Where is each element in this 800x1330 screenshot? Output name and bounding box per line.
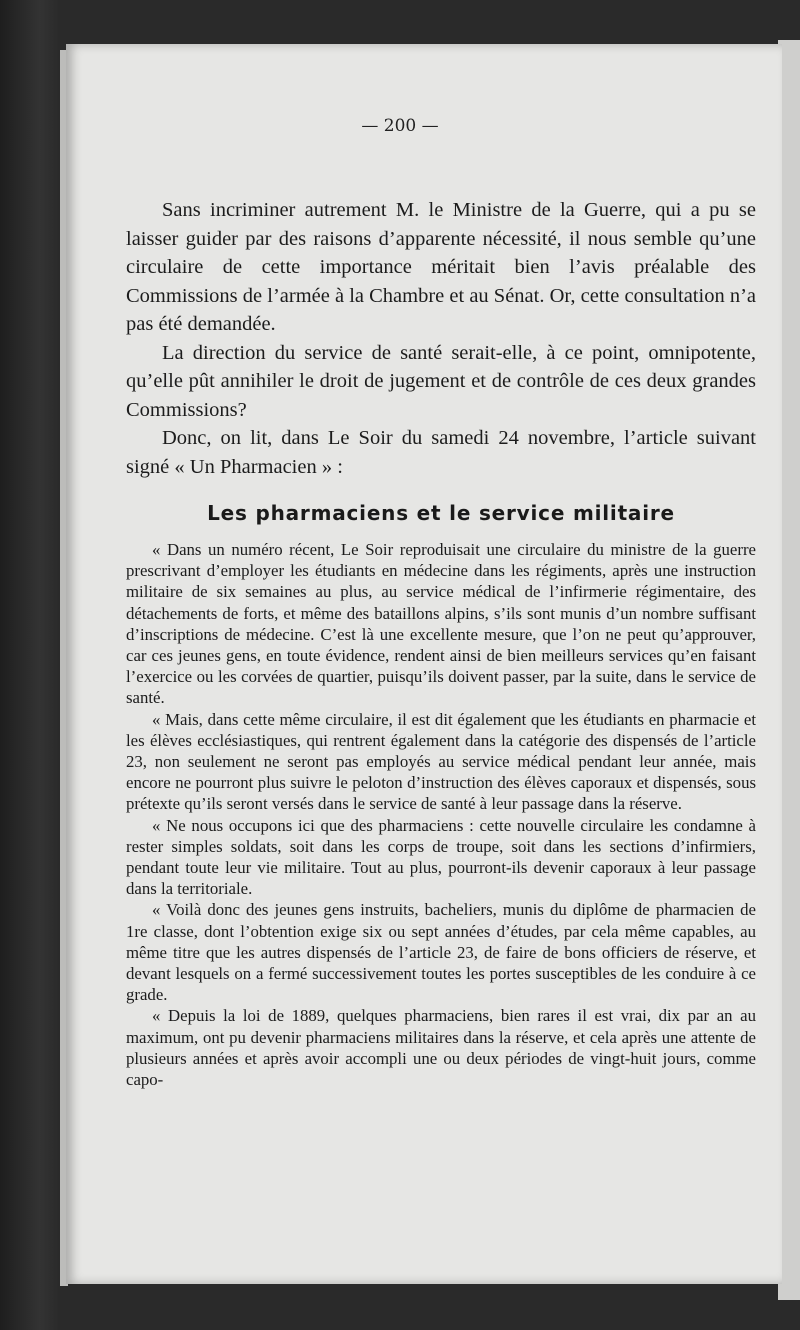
page-body	[126, 196, 756, 1090]
quoted-article	[126, 539, 756, 1090]
quoted-paragraph-3: « Ne nous occupons ici que des pharmaciens : cette nouvelle circulaire les condamne à rester simples soldats, soit dans les corps de troupe, soit dans les sections d’infirmiers, pendant toute leur vie militaire. Tout au plus, pourront-ils devenir caporaux à leur passage dans la territoriale.	[126, 815, 756, 899]
article-title: Les pharmaciens et le service militaire	[207, 501, 675, 525]
intro-text	[126, 196, 756, 481]
intro-paragraph-1: Sans incriminer autrement M. le Ministre de la Guerre, qui a pu se laisser guider par des raisons d’apparente nécessité, il nous semble qu’une circulaire de cette importance méritait bien l’avis préalable des Commissions de l’armée à la Chambre et au Sénat. Or, cette consultation n’a pas été demandée.	[126, 199, 756, 335]
quoted-paragraph-2: « Mais, dans cette même circulaire, il est dit également que les étudiants en pharmacie et les élèves ecclésiastiques, qui rentrent également dans la catégorie des dispensés de l’article 23, non seulement ne seront pas employés au service médical pendant leur année, mais encore ne pourront plus suivre le peloton d’instruction des élèves caporaux et dispensés, sous prétexte qu’ils seront versés dans le service de santé à leur passage dans la réserve.	[126, 709, 756, 814]
quoted-paragraph-5: « Depuis la loi de 1889, quelques pharmaciens, bien rares il est vrai, dix par an au maximum, ont pu devenir pharmaciens militaires dans la réserve, et cela après une attente de plusieurs années et après avoir accompli une ou deux périodes de vingt-huit jours, comme capo-	[126, 1006, 756, 1090]
quoted-paragraph-4: « Voilà donc des jeunes gens instruits, bacheliers, munis du diplôme de pharmacien de 1re classe, dont l’obtention exige six ou sept années d’études, par cela même capables, au même titre que les autres dispensés de l’article 23, de faire de bons officiers de réserve, et devant lesquels on a fermé successivement toutes les portes susceptibles de les conduire à ce grade.	[126, 900, 756, 1005]
quoted-paragraph-1: « Dans un numéro récent, Le Soir reproduisait une circulaire du ministre de la guerre prescrivant d’employer les étudiants en médecine dans les régiments, après une instruction militaire de six semaines au plus, au service médical de l’infirmerie régimentaire, des détachements de forts, et même des bataillons alpins, s’ils sont munis d’un nombre suffisant d’inscriptions de médecine. C’est là une excellente mesure, que l’on ne peut qu’approuver, car ces jeunes gens, en toute évidence, rendent ainsi de bien meilleurs services qu’en faisant l’exercice ou les corvées de quartier, puisqu’ils doivent passer, par la suite, dans le service de santé.	[126, 540, 756, 708]
intro-paragraph-2: La direction du service de santé serait-elle, à ce point, omnipotente, qu’elle pût annihiler le droit de jugement et de contrôle de ces deux grandes Commissions?	[126, 341, 756, 421]
intro-paragraph-3: Donc, on lit, dans Le Soir du samedi 24 novembre, l’article suivant signé « Un Pharmacien » :	[126, 427, 756, 478]
page-number: — 200 —	[361, 116, 439, 136]
